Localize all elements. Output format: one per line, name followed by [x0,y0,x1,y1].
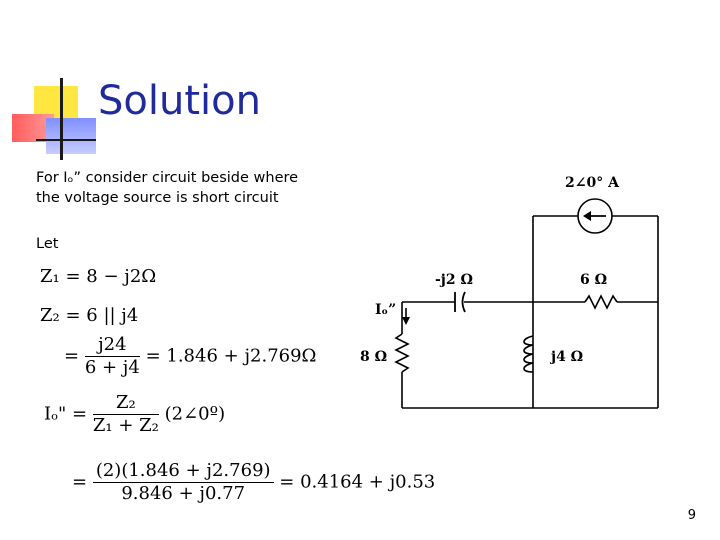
eq-io-source: (2∠0º) [164,403,226,425]
intro-text [36,168,356,208]
eq-z1-rhs: = 8 − j2Ω [65,266,157,287]
io-arrowhead [402,317,410,325]
inductor-gap [535,336,539,372]
intro-line-2: the voltage source is short circuit [36,190,279,206]
eq-final-fraction [93,460,274,505]
eq-z2-equals: = [64,345,80,367]
eq-final-denominator: 9.846 + j0.77 [121,483,246,504]
logo-vertical-line [60,78,63,160]
resistor-6-ohm [585,296,617,308]
eq-io-denominator: Z₁ + Z₂ [92,415,159,436]
resistor-8-ohm [396,334,408,372]
eq-io-lhs: Iₒ" = [44,403,88,425]
let-label: Let [36,236,59,252]
eq-io [44,392,225,437]
resistor-8-label: 8 Ω [360,349,388,365]
circuit-diagram [355,172,675,417]
intro-line-1: For Iₒ” consider circuit beside where [36,170,299,186]
eq-final-numerator: (2)(1.846 + j2.769) [93,460,274,483]
eq-z2-denominator: 6 + j4 [84,357,140,378]
page-number: 9 [687,508,696,523]
slide-title: Solution [98,78,261,124]
eq-final-result: = 0.4164 + j0.53 [279,471,436,493]
eq-z1 [40,266,156,287]
eq-final [72,460,435,505]
source-label: 2∠0° A [565,175,619,191]
eq-z2-result: = 1.846 + j2.769Ω [145,345,317,367]
eq-z1-lhs: Z₁ [40,266,60,287]
logo-horizontal-line [36,139,96,141]
resistor-6-label: 6 Ω [580,272,608,288]
eq-z2-lhs: Z₂ [40,305,60,326]
inductor-j4 [524,336,533,372]
eq-z2-numerator: j24 [85,334,140,357]
eq-z2 [40,305,138,326]
eq-z2-fraction [85,334,140,379]
eq-io-numerator: Z₂ [93,392,159,415]
io-label: Iₒ” [375,302,397,318]
inductor-label: j4 Ω [551,349,584,365]
logo-blue-square [46,118,96,154]
eq-io-fraction [93,392,159,437]
eq-final-equals: = [72,471,88,493]
eq-z2-calc [64,334,316,379]
capacitor-label: -j2 Ω [435,272,473,288]
eq-z2-rhs: = 6 || j4 [65,305,139,326]
